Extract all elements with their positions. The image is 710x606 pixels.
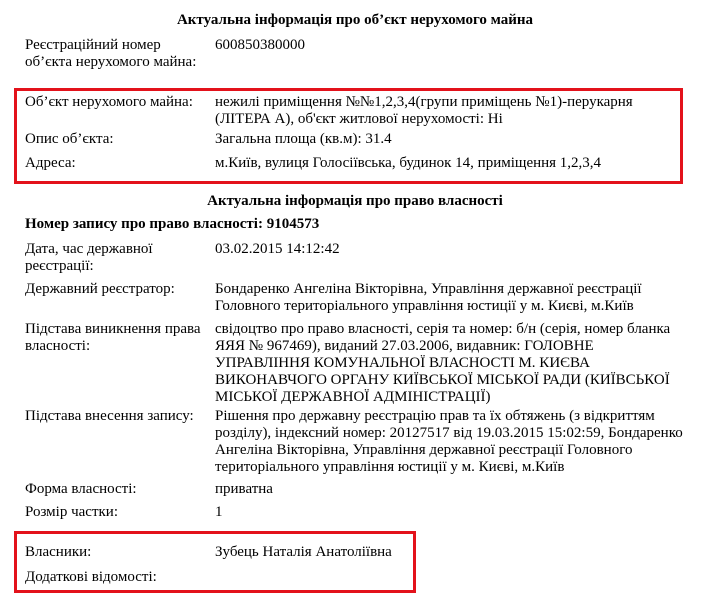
registrar-label: Державний реєстратор: <box>25 281 175 297</box>
description-label: Опис об’єкта: <box>25 131 114 147</box>
share-size-label: Розмір частки: <box>25 504 118 520</box>
record-number-heading: Номер запису про право власності: 9104573 <box>25 216 320 232</box>
registration-date-value: 03.02.2015 14:12:42 <box>215 241 340 257</box>
registration-date-label: Дата, час державної реєстрації: <box>25 241 153 274</box>
owners-value: Зубець Наталія Анатоліївна <box>215 544 392 560</box>
share-size-value: 1 <box>215 504 223 520</box>
address-value: м.Київ, вулиця Голосіївська, будинок 14, приміщення 1,2,3,4 <box>215 155 602 171</box>
owners-label: Власники: <box>25 544 92 560</box>
ownership-form-label: Форма власності: <box>25 481 137 497</box>
object-section-title: Актуальна інформація про об’єкт нерухомого майна <box>176 12 534 28</box>
entry-basis-value: Рішення про державну реєстрацію прав та їх обтяжень (з відкриттям розділу), індексний номер: 20127517 від 19.03.2015 15:02:59, Бондаренко Ангеліна Вікторівна, Управління державної реєстрації Головного територіального управління юстиції у м. Києві, м.Київ <box>215 408 683 475</box>
ownership-section-title: Актуальна інформація про право власності <box>207 193 503 209</box>
object-value: нежилі приміщення №№1,2,3,4(групи приміщень №1)-перукарня (ЛІТЕРА А), об'єкт житлової нерухомості: Ні <box>215 94 633 127</box>
ownership-basis-label: Підстава виникнення права власності: <box>25 321 201 354</box>
description-value: Загальна площа (кв.м): 31.4 <box>215 131 392 147</box>
reg-number-value: 600850380000 <box>215 37 305 53</box>
registrar-value: Бондаренко Ангеліна Вікторівна, Управління державної реєстрації Головного територіального управління юстиції у м. Києві, м.Київ <box>215 281 642 314</box>
reg-number-label: Реєстраційний номер об’єкта нерухомого майна: <box>25 37 197 70</box>
ownership-basis-value: свідоцтво про право власності, серія та номер: б/н (серія, номер бланка ЯЯЯ № 967469), виданий 27.03.2006, видавник: ГОЛОВНЕ УПРАВЛІННЯ КОМУНАЛЬНОЇ ВЛАСНОСТІ М. КИЄВА ВИКОНАВЧОГО ОРГАНУ КИЇВСЬКОЇ МІСЬКОЇ РАДИ (КИЇВСЬКОЇ МІСЬКОЇ ДЕРЖАВНОЇ АДМІНІСТРАЦІЇ) <box>215 321 671 405</box>
additional-info-label: Додаткові відомості: <box>25 569 157 585</box>
entry-basis-label: Підстава внесення запису: <box>25 408 194 424</box>
ownership-form-value: приватна <box>215 481 273 497</box>
object-label: Об’єкт нерухомого майна: <box>25 94 193 110</box>
address-label: Адреса: <box>25 155 76 171</box>
